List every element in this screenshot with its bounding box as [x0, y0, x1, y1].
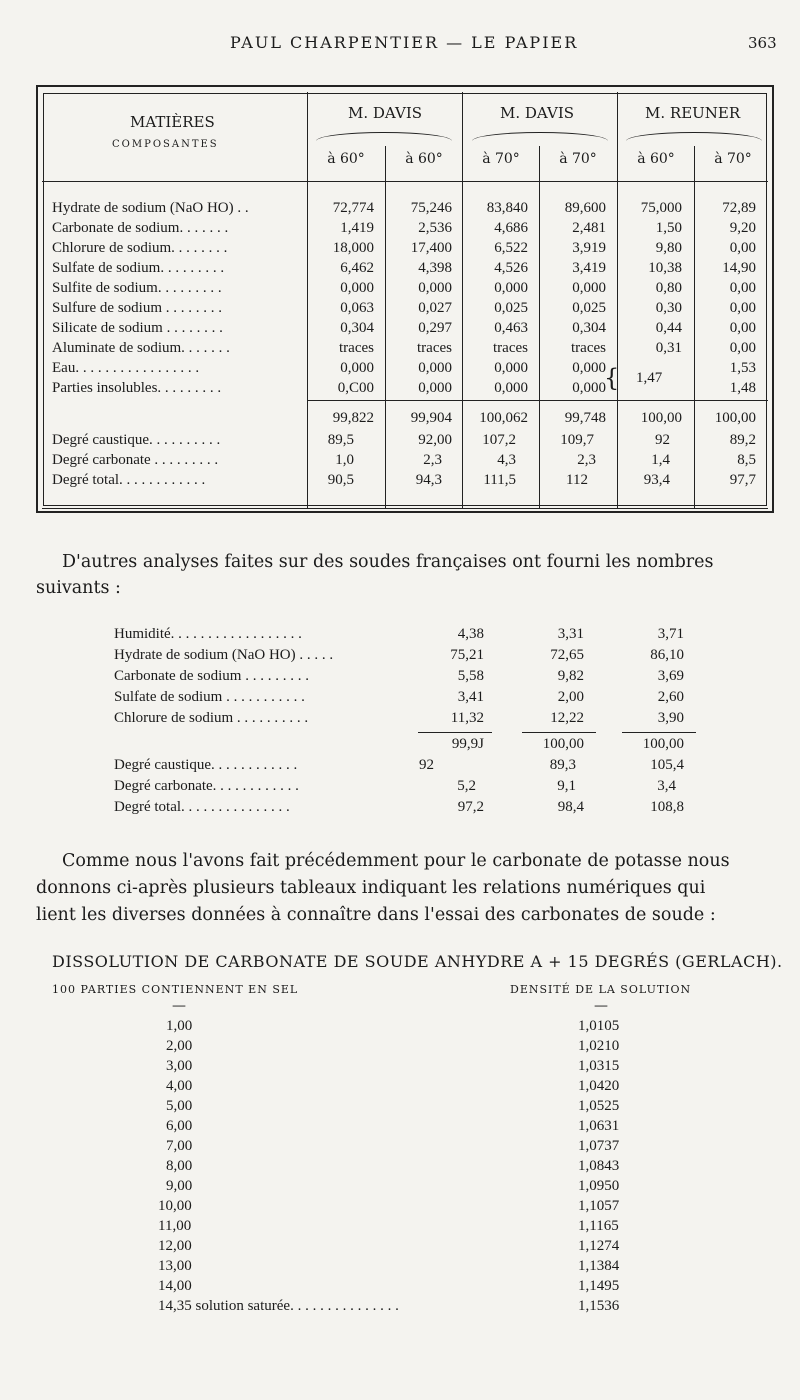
cell: 72,774	[332, 200, 374, 216]
sel-value: 6,00	[166, 1118, 193, 1134]
cell: 89,2	[729, 432, 756, 448]
cell: 0,000	[494, 380, 528, 396]
table-row	[114, 647, 714, 667]
cell: 2,60	[657, 689, 684, 705]
densite-value: 1,0105	[578, 1018, 620, 1034]
cell: traces	[417, 340, 452, 356]
paragraph	[36, 575, 756, 601]
cell: 0,000	[494, 280, 528, 296]
cell: 100,00	[640, 410, 682, 426]
cell: 2,3	[423, 452, 442, 468]
running-head	[0, 33, 800, 57]
merged-cell: 1,47	[636, 370, 663, 386]
cell: 3,69	[657, 668, 684, 684]
cell: 0,463	[494, 320, 528, 336]
cell: 0,000	[340, 360, 374, 376]
cell: 1,53	[729, 360, 756, 376]
temp-header: à 70°	[714, 151, 752, 167]
densite-value: 1,1057	[578, 1198, 620, 1214]
cell: 9,82	[557, 668, 584, 684]
cell: 0,304	[340, 320, 374, 336]
table-row	[52, 220, 772, 240]
table-row	[52, 300, 772, 320]
cell: 89,600	[564, 200, 606, 216]
group-header: M. REUNER	[645, 104, 741, 122]
total-rule	[307, 400, 768, 401]
table-row	[114, 689, 714, 709]
cell: 83,840	[486, 200, 528, 216]
densite-value: 1,0843	[578, 1158, 620, 1174]
totals-row	[114, 736, 714, 756]
cell: 0,00	[729, 300, 756, 316]
row-label: Sulfure de sodium . . . . . . . .	[52, 300, 222, 316]
cell: 94,3	[415, 472, 442, 488]
row-label: Sulfite de sodium. . . . . . . . .	[52, 280, 222, 296]
cell: 2,3	[577, 452, 596, 468]
column-dash: —	[172, 998, 186, 1014]
cell: 1,4	[651, 452, 670, 468]
cell: 0,297	[418, 320, 452, 336]
row-label: Degré carbonate. . . . . . . . . . . .	[114, 778, 299, 794]
cell: 0,00	[729, 340, 756, 356]
cell: 100,00	[542, 736, 584, 752]
sel-value: 1,00	[166, 1018, 193, 1034]
densite-value: 1,0210	[578, 1038, 620, 1054]
cell: 0,80	[655, 280, 682, 296]
group-header: M. DAVIS	[348, 104, 423, 122]
table-row	[114, 757, 714, 777]
cell: 100,062	[479, 410, 528, 426]
cell: traces	[493, 340, 528, 356]
cell: 0,000	[418, 360, 452, 376]
matieres-header: MATIÈRES	[130, 113, 215, 131]
sum-rule	[418, 732, 492, 733]
paragraph	[36, 902, 796, 928]
table-row	[52, 260, 772, 280]
cell: 1,419	[340, 220, 374, 236]
densite-value: 1,0631	[578, 1118, 620, 1134]
cell: 0,000	[572, 280, 606, 296]
table-row	[52, 360, 772, 380]
sel-value: 10,00	[158, 1198, 192, 1214]
cell: 12,22	[550, 710, 584, 726]
cell: 112	[566, 472, 588, 488]
row-label: Degré caustique. . . . . . . . . .	[52, 432, 221, 448]
cell: 100,00	[714, 410, 756, 426]
cell: 99,748	[564, 410, 606, 426]
cell: 0,00	[729, 240, 756, 256]
table-row	[52, 472, 772, 492]
cell: 0,025	[572, 300, 606, 316]
cell: 8,5	[737, 452, 756, 468]
cell: 0,063	[340, 300, 374, 316]
densite-value: 1,0950	[578, 1178, 620, 1194]
cell: 3,41	[457, 689, 484, 705]
row-label: Sulfate de sodium . . . . . . . . . . .	[114, 689, 305, 705]
cell: 6,462	[340, 260, 374, 276]
totals-row	[52, 410, 772, 430]
cell: 0,027	[418, 300, 452, 316]
densite-value: 1,0315	[578, 1058, 620, 1074]
densite-value: 1,1384	[578, 1258, 620, 1274]
cell: 9,20	[729, 220, 756, 236]
cell: 0,31	[655, 340, 682, 356]
cell: 108,8	[650, 799, 684, 815]
cell: 3,71	[657, 626, 684, 642]
table-row	[52, 452, 772, 472]
temp-header: à 60°	[405, 151, 443, 167]
densite-value: 1,0525	[578, 1098, 620, 1114]
cell: 111,5	[483, 472, 516, 488]
cell: 4,3	[497, 452, 516, 468]
cell: 0,000	[494, 360, 528, 376]
cell: 3,919	[572, 240, 606, 256]
header-rule	[42, 181, 768, 182]
cell: 0,44	[655, 320, 682, 336]
cell: 2,00	[557, 689, 584, 705]
sum-rule	[622, 732, 696, 733]
paragraph-line: lient les diverses données à connaître dans l'essai des carbonates de soude :	[36, 905, 716, 925]
cell: 92,00	[418, 432, 452, 448]
table-row	[52, 240, 772, 260]
temp-header: à 70°	[559, 151, 597, 167]
sel-value: 14,00	[158, 1278, 192, 1294]
sel-value: 3,00	[166, 1058, 193, 1074]
sel-value: 14,35 solution saturée. . . . . . . . . . . . . . .	[158, 1298, 399, 1314]
temp-header: à 60°	[637, 151, 675, 167]
cell: 92	[419, 757, 434, 773]
cell: 10,38	[648, 260, 682, 276]
table-row	[52, 340, 772, 360]
paragraph-line: D'autres analyses faites sur des soudes françaises ont fourni les nombres	[62, 552, 714, 572]
cell: 0,000	[572, 380, 606, 396]
densite-value: 1,1495	[578, 1278, 620, 1294]
cell: 86,10	[650, 647, 684, 663]
sel-value: 11,00	[158, 1218, 192, 1234]
sel-value: 8,00	[166, 1158, 193, 1174]
cell: 0,00	[729, 320, 756, 336]
row-label: Aluminate de sodium. . . . . . .	[52, 340, 230, 356]
sel-value: 9,00	[166, 1178, 193, 1194]
paragraph	[36, 875, 796, 901]
cell: 5,2	[457, 778, 476, 794]
cell: 1,0	[335, 452, 354, 468]
table-row	[114, 668, 714, 688]
table-row	[114, 710, 714, 730]
column-header: DENSITÉ DE LA SOLUTION	[510, 983, 692, 996]
cell: 75,246	[410, 200, 452, 216]
cell: 107,2	[482, 432, 516, 448]
cell: 3,419	[572, 260, 606, 276]
row-label: Hydrate de sodium (NaO HO) . .	[52, 200, 249, 216]
cell: 90,5	[327, 472, 354, 488]
table-row	[114, 799, 714, 819]
sum-rule	[522, 732, 596, 733]
temp-header: à 60°	[327, 151, 365, 167]
sel-value: 12,00	[158, 1238, 192, 1254]
group-header: M. DAVIS	[500, 104, 575, 122]
row-label: Parties insolubles. . . . . . . . .	[52, 380, 222, 396]
cell: 93,4	[643, 472, 670, 488]
cell: 0,000	[418, 280, 452, 296]
table-row	[52, 280, 772, 300]
cell: 4,38	[457, 626, 484, 642]
cell: 72,65	[550, 647, 584, 663]
cell: 1,48	[729, 380, 756, 396]
cell: 89,3	[549, 757, 576, 773]
cell: 105,4	[650, 757, 684, 773]
page-number: 363	[748, 34, 777, 52]
densite-value: 1,1165	[578, 1218, 619, 1234]
paragraph-line: Comme nous l'avons fait précédemment pour le carbonate de potasse nous	[62, 851, 730, 871]
sel-value: 4,00	[166, 1078, 193, 1094]
row-label: Hydrate de sodium (NaO HO) . . . . .	[114, 647, 334, 663]
cell: 0,30	[655, 300, 682, 316]
cell: 4,526	[494, 260, 528, 276]
cell: 99,904	[410, 410, 452, 426]
row-label: Eau. . . . . . . . . . . . . . . . .	[52, 360, 200, 376]
cell: 2,481	[572, 220, 606, 236]
composantes-header: COMPOSANTES	[112, 139, 219, 150]
cell: traces	[571, 340, 606, 356]
cell: 0,000	[418, 380, 452, 396]
running-title: PAUL CHARPENTIER — LE PAPIER	[230, 33, 579, 52]
paragraph	[62, 848, 792, 874]
cell: 1,50	[655, 220, 682, 236]
table-row	[114, 778, 714, 798]
row-label: Degré total. . . . . . . . . . . . . . .	[114, 799, 290, 815]
row-label: Humidité. . . . . . . . . . . . . . . . . .	[114, 626, 302, 642]
cell: traces	[339, 340, 374, 356]
sel-value: 5,00	[166, 1098, 193, 1114]
cell: 3,90	[657, 710, 684, 726]
column-header: 100 PARTIES CONTIENNENT EN SEL	[52, 983, 299, 996]
sel-value: 2,00	[166, 1038, 193, 1054]
table-row	[52, 380, 772, 400]
table-row	[52, 432, 772, 452]
cell: 9,80	[655, 240, 682, 256]
cell: 72,89	[722, 200, 756, 216]
bottom-rule	[42, 508, 768, 509]
cell: 17,400	[410, 240, 452, 256]
cell: 3,31	[557, 626, 584, 642]
cell: 2,536	[418, 220, 452, 236]
cell: 97,2	[457, 799, 484, 815]
section-title: DISSOLUTION DE CARBONATE DE SOUDE ANHYDRE A + 15 DEGRÉS (GERLACH).	[52, 952, 783, 971]
cell: 14,90	[722, 260, 756, 276]
row-label: Carbonate de sodium . . . . . . . . .	[114, 668, 309, 684]
sel-value: 13,00	[158, 1258, 192, 1274]
cell: 92	[655, 432, 670, 448]
column-dash: —	[594, 998, 608, 1014]
densite-value: 1,0420	[578, 1078, 620, 1094]
row-label: Degré carbonate . . . . . . . . .	[52, 452, 219, 468]
cell: 98,4	[557, 799, 584, 815]
cell: 11,32	[450, 710, 484, 726]
densite-value: 1,1274	[578, 1238, 620, 1254]
cell: 0,025	[494, 300, 528, 316]
paragraph	[62, 549, 782, 575]
cell: 0,00	[729, 280, 756, 296]
table-row	[52, 320, 772, 340]
bracket-glyph: {	[604, 364, 620, 392]
cell: 99,9J	[451, 736, 484, 752]
cell: 3,4	[657, 778, 676, 794]
row-label: Sulfate de sodium. . . . . . . . .	[52, 260, 225, 276]
cell: 5,58	[457, 668, 484, 684]
cell: 75,21	[450, 647, 484, 663]
table-row	[52, 200, 772, 220]
cell: 109,7	[560, 432, 594, 448]
row-label: Carbonate de sodium. . . . . . .	[52, 220, 229, 236]
densite-value: 1,1536	[578, 1298, 620, 1314]
table-row	[114, 626, 714, 646]
cell: 0,000	[572, 360, 606, 376]
cell: 89,5	[327, 432, 354, 448]
paragraph-line: donnons ci-après plusieurs tableaux indiquant les relations numériques qui	[36, 878, 706, 898]
temp-header: à 70°	[482, 151, 520, 167]
cell: 18,000	[332, 240, 374, 256]
cell: 100,00	[642, 736, 684, 752]
row-label: Chlorure de sodium. . . . . . . .	[52, 240, 228, 256]
cell: 0,C00	[337, 380, 374, 396]
row-label: Chlorure de sodium . . . . . . . . . .	[114, 710, 309, 726]
cell: 97,7	[729, 472, 756, 488]
row-label: Degré total. . . . . . . . . . . .	[52, 472, 206, 488]
cell: 9,1	[557, 778, 576, 794]
cell: 0,304	[572, 320, 606, 336]
cell: 75,000	[640, 200, 682, 216]
densite-value: 1,0737	[578, 1138, 620, 1154]
cell: 4,686	[494, 220, 528, 236]
row-label: Degré caustique. . . . . . . . . . . .	[114, 757, 298, 773]
cell: 6,522	[494, 240, 528, 256]
paragraph-line: suivants :	[36, 578, 121, 598]
sel-value: 7,00	[166, 1138, 193, 1154]
cell: 0,000	[340, 280, 374, 296]
row-label: Silicate de sodium . . . . . . . .	[52, 320, 223, 336]
cell: 4,398	[418, 260, 452, 276]
cell: 99,822	[332, 410, 374, 426]
